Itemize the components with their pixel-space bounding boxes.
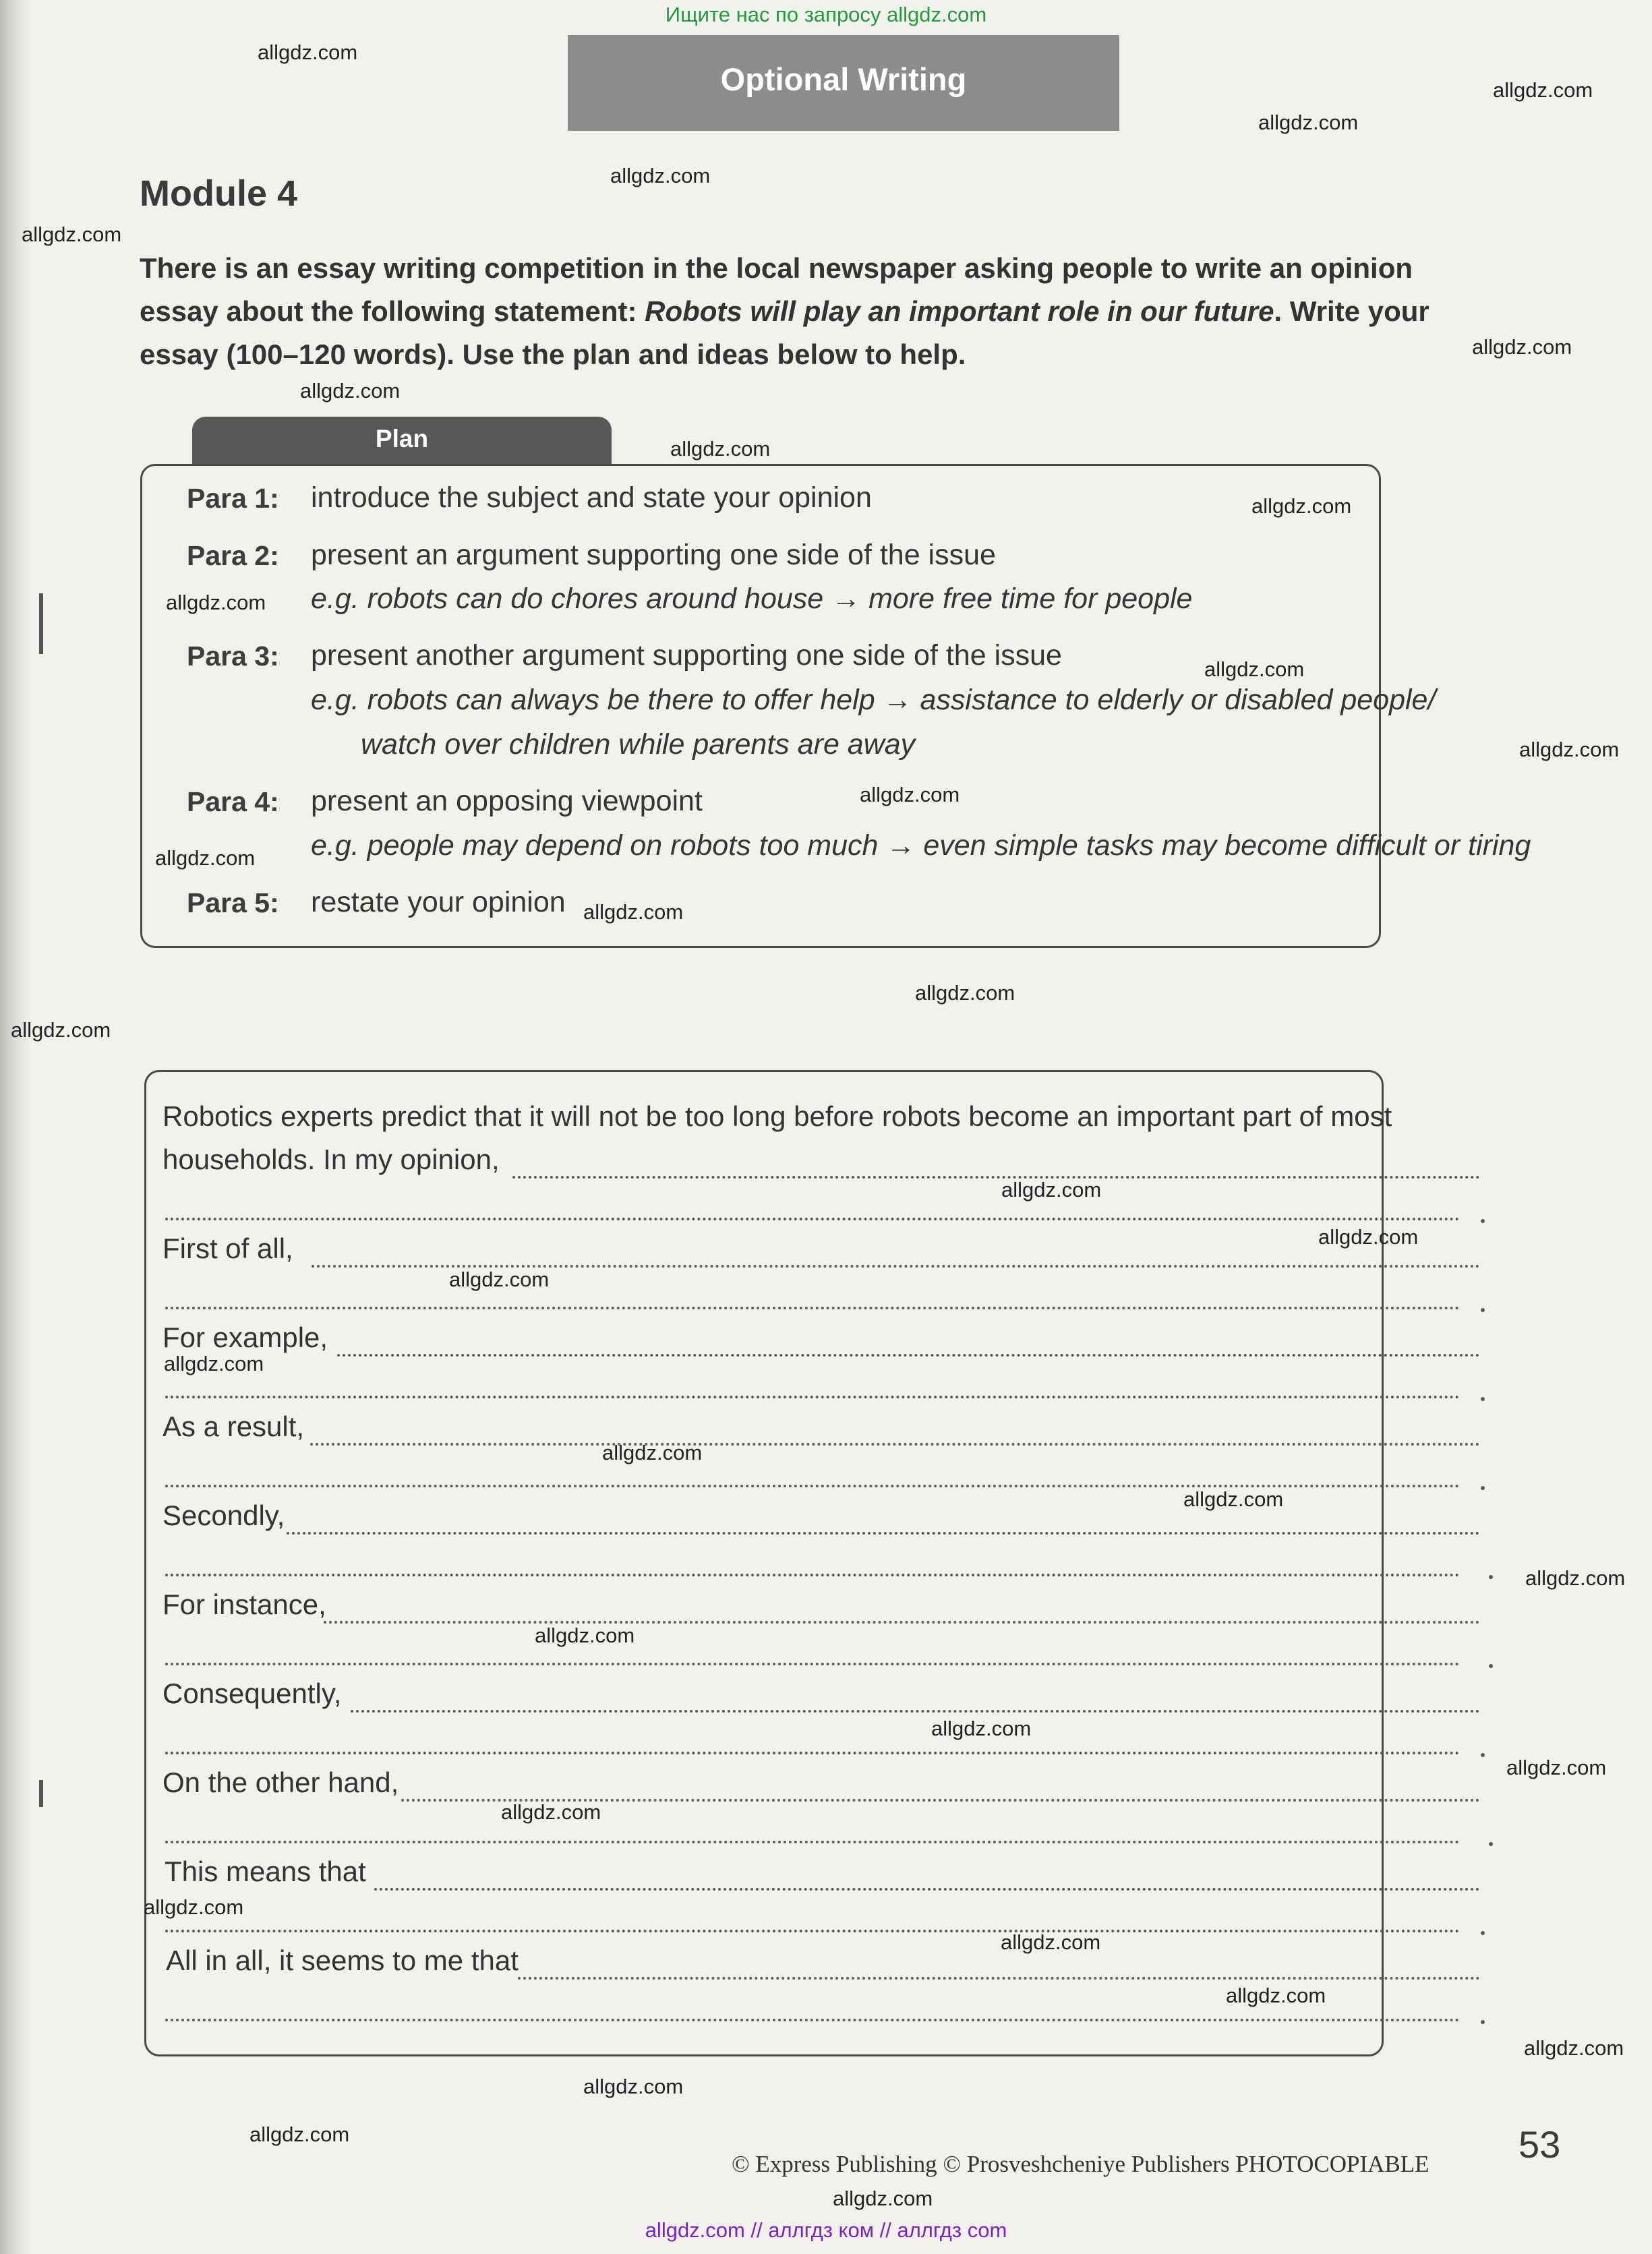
watermark: allgdz.com <box>1204 657 1305 681</box>
spine-mark <box>39 1780 43 1807</box>
line-end-dot <box>1481 1308 1485 1312</box>
essay-prompt: For example, <box>163 1322 328 1353</box>
answer-line[interactable] <box>287 1532 1480 1535</box>
plan-para-example: e.g. people may depend on robots too much → even simple tasks may become difficult or tiring <box>311 829 1531 862</box>
answer-line[interactable] <box>165 1574 1460 1576</box>
plan-para-example: e.g. robots can always be there to offer help → assistance to elderly or disabled people/ <box>311 684 1436 716</box>
watermark: allgdz.com <box>1525 1566 1626 1590</box>
section-header <box>568 35 1119 131</box>
watermark: allgdz.com <box>1493 78 1593 102</box>
answer-line[interactable] <box>165 1841 1460 1843</box>
essay-prompt: Consequently, <box>163 1678 342 1709</box>
essay-prompt: For instance, <box>163 1589 326 1620</box>
watermark: allgdz.com <box>610 164 711 187</box>
footer-watermark: allgdz.com <box>833 2187 933 2210</box>
essay-prompt: Secondly, <box>163 1500 285 1531</box>
essay-prompt: As a result, <box>163 1411 305 1442</box>
watermark: allgdz.com <box>300 379 401 403</box>
essay-prompt: First of all, <box>163 1233 293 1264</box>
watermark: allgdz.com <box>22 223 122 246</box>
watermark: allgdz.com <box>249 2123 350 2146</box>
copyright-footer: © Express Publishing © Prosveshcheniye Publishers PHOTOCOPIABLE <box>732 2151 1429 2177</box>
watermark: allgdz.com <box>155 846 256 870</box>
watermark: allgdz.com <box>166 591 266 614</box>
plan-para-text: present another argument supporting one side of the issue <box>311 639 1062 672</box>
task-line: essay about the following statement: Robots will play an important role in our future. Write your <box>140 295 1429 327</box>
watermark: allgdz.com <box>1519 738 1620 761</box>
module-title: Module 4 <box>140 173 298 214</box>
spine-mark <box>39 593 43 654</box>
task-instructions <box>140 247 1481 376</box>
plan-para-label: Para 1: <box>187 483 279 514</box>
line-end-dot <box>1481 1219 1485 1223</box>
line-end-dot <box>1481 1486 1485 1490</box>
plan-para-example: watch over children while parents are away <box>361 728 916 761</box>
line-end-dot <box>1489 1664 1493 1668</box>
answer-line[interactable] <box>165 1663 1460 1665</box>
answer-line[interactable] <box>512 1176 1480 1179</box>
watermark: allgdz.com <box>501 1800 601 1824</box>
watermark: allgdz.com <box>1001 1930 1101 1954</box>
bottom-banner[interactable]: allgdz.com // аллгдз ком // аллгдз com <box>645 2218 1007 2242</box>
essay-prompt: On the other hand, <box>163 1767 399 1798</box>
answer-line[interactable] <box>374 1888 1480 1891</box>
plan-para-text: restate your opinion <box>311 886 566 918</box>
watermark: allgdz.com <box>931 1717 1032 1740</box>
essay-prompt: This means that <box>165 1856 366 1887</box>
task-line: There is an essay writing competition in the local newspaper asking people to write an opinion <box>140 252 1413 284</box>
plan-tab <box>192 417 612 465</box>
watermark: allgdz.com <box>1472 335 1572 359</box>
essay-prompt: households. In my opinion, <box>163 1144 500 1175</box>
top-banner[interactable]: Ищите нас по запросу allgdz.com <box>665 3 987 26</box>
watermark: allgdz.com <box>1258 111 1359 134</box>
watermark: allgdz.com <box>1001 1178 1102 1202</box>
watermark: allgdz.com <box>535 1624 635 1647</box>
watermark: allgdz.com <box>11 1018 111 1042</box>
watermark: allgdz.com <box>1318 1225 1419 1249</box>
watermark: allgdz.com <box>1226 1984 1326 2007</box>
answer-line[interactable] <box>324 1621 1480 1624</box>
watermark: allgdz.com <box>915 981 1015 1005</box>
watermark: allgdz.com <box>449 1268 550 1291</box>
watermark: allgdz.com <box>1251 494 1352 518</box>
answer-line[interactable] <box>165 1396 1460 1398</box>
plan-para-text: present an argument supporting one side of the issue <box>311 539 996 571</box>
task-statement: Robots will play an important role in our future <box>645 295 1274 327</box>
line-end-dot <box>1481 2020 1485 2024</box>
watermark: allgdz.com <box>602 1441 703 1464</box>
answer-line[interactable] <box>518 1977 1480 1980</box>
line-end-dot <box>1481 1753 1485 1757</box>
answer-line[interactable] <box>337 1354 1480 1357</box>
essay-prompt: All in all, it seems to me that <box>166 1945 519 1976</box>
line-end-dot <box>1481 1397 1485 1401</box>
watermark: allgdz.com <box>1506 1756 1607 1779</box>
answer-line[interactable] <box>165 1218 1460 1220</box>
plan-tab-label: Plan <box>375 425 429 452</box>
plan-para-label: Para 3: <box>187 641 279 672</box>
watermark: allgdz.com <box>1183 1487 1284 1511</box>
watermark: allgdz.com <box>670 437 771 461</box>
plan-para-example: e.g. robots can do chores around house → more free time for people <box>311 583 1193 615</box>
line-end-dot <box>1489 1575 1493 1579</box>
watermark: allgdz.com <box>583 900 684 924</box>
plan-para-label: Para 2: <box>187 540 279 571</box>
plan-para-label: Para 4: <box>187 786 279 817</box>
book-spine-shadow <box>0 0 31 2254</box>
answer-line[interactable] <box>165 1307 1460 1309</box>
watermark: allgdz.com <box>258 40 358 64</box>
answer-line[interactable] <box>165 2019 1460 2021</box>
answer-line[interactable] <box>310 1443 1480 1446</box>
watermark: allgdz.com <box>144 1895 244 1919</box>
answer-line[interactable] <box>165 1752 1460 1754</box>
plan-para-label: Para 5: <box>187 887 279 918</box>
page-number: 53 <box>1518 2123 1561 2166</box>
watermark: allgdz.com <box>164 1352 264 1375</box>
essay-intro-line: Robotics experts predict that it will not be too long before robots become an important part of most <box>163 1100 1392 1132</box>
plan-para-text: introduce the subject and state your opinion <box>311 481 872 514</box>
task-line: essay (100–120 words). Use the plan and ideas below to help. <box>140 338 966 370</box>
answer-line[interactable] <box>351 1710 1480 1713</box>
watermark: allgdz.com <box>860 783 960 806</box>
plan-para-text: present an opposing viewpoint <box>311 785 703 817</box>
answer-line[interactable] <box>165 1930 1460 1932</box>
watermark: allgdz.com <box>1524 2036 1624 2060</box>
watermark: allgdz.com <box>583 2075 684 2098</box>
line-end-dot <box>1489 1842 1493 1846</box>
section-title: Optional Writing <box>720 61 967 97</box>
line-end-dot <box>1481 1931 1485 1935</box>
